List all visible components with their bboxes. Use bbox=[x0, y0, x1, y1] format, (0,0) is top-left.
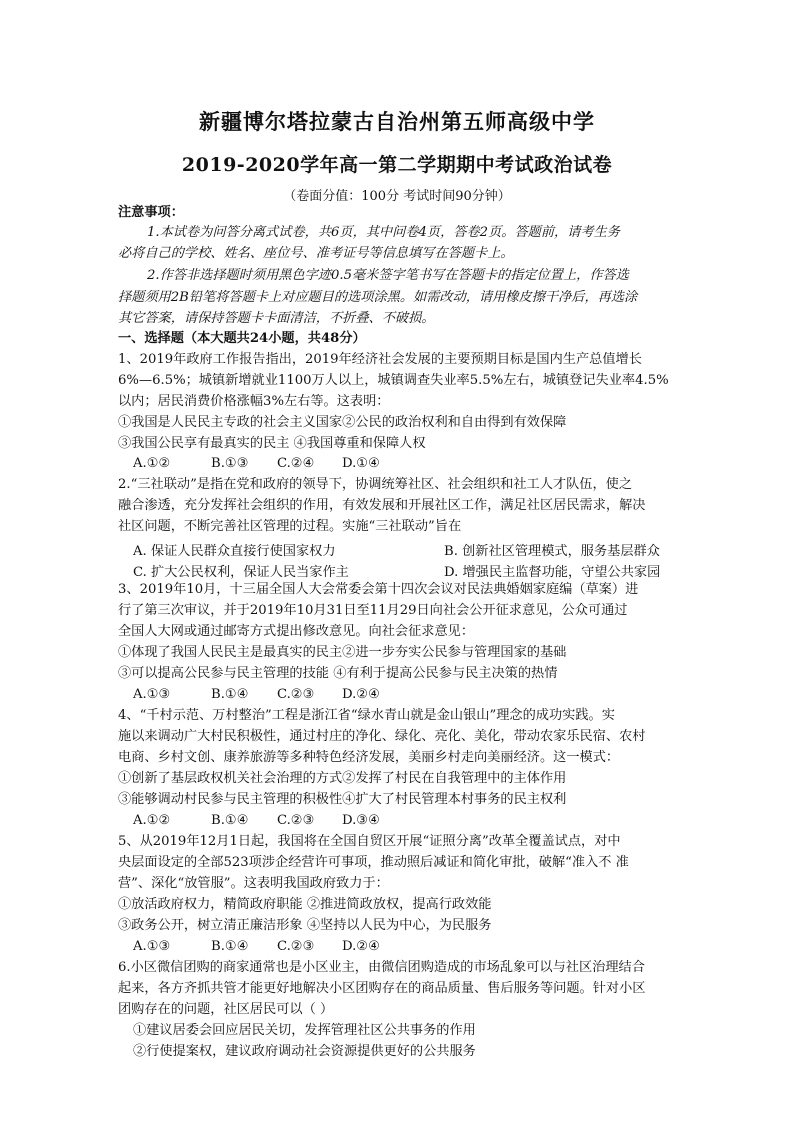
q4-line3: 电商、乡村文创、康养旅游等多种特色经济发展，美丽乡村走向美丽经济。这一模式： bbox=[118, 750, 620, 765]
q2-line1: 2.“三社联动”是指在党和政府的领导下，协调统筹社区、社会组织和社工人才队伍，使之 bbox=[118, 477, 632, 492]
q5-option-c: C.②③ bbox=[277, 939, 315, 954]
q4-option-c: C.②③ bbox=[277, 813, 315, 828]
q1-line3: 以内；居民消费价格涨幅3%左右等。这表明： bbox=[118, 394, 390, 409]
q4-option-b: B.①④ bbox=[211, 813, 249, 828]
notice-p2-line2: 择题须用2B铅笔将答题卡上对应题目的选项涂黑。如需改动，请用橡皮擦干净后，再选涂 bbox=[118, 290, 638, 305]
q1-line2: 6%—6.5%；城镇新增就业1100万人以上，城镇调查失业率5.5%左右，城镇登记失业率4.5% bbox=[118, 373, 669, 388]
q5-option-a: A.①③ bbox=[133, 939, 171, 954]
q6-line1: 6.小区微信团购的商家通常也是小区业主，由微信团购造成的市场乱象可以与社区治理结合 bbox=[118, 960, 645, 975]
q1-option-a: A.①② bbox=[133, 456, 171, 471]
q5-line3: 营”、深化“放管服”。这表明我国政府致力于： bbox=[118, 876, 389, 891]
q3-option-b: B.①④ bbox=[211, 687, 249, 702]
q6-statement-1: ①建议居委会回应居民关切，发挥管理社区公共事务的作用 bbox=[133, 1023, 476, 1038]
q3-line1: 3、2019年10月，十三届全国人大会常委会第十四次会议对民法典婚姻家庭编（草案）进 bbox=[118, 582, 639, 597]
q2-line3: 社区问题，不断完善社区管理的过程。实施“三社联动”旨在 bbox=[118, 519, 462, 534]
notice-heading: 注意事项： bbox=[118, 205, 184, 220]
section-heading: 一、选择题（本大题共24小题，共48分） bbox=[118, 331, 366, 346]
q4-statements-1: ①创新了基层政权机关社会治理的方式②发挥了村民在自我管理中的主体作用 bbox=[118, 771, 567, 786]
q6-statement-2: ②行使提案权，建议政府调动社会资源提供更好的公共服务 bbox=[133, 1044, 476, 1059]
q2-option-b: B. 创新社区管理模式，服务基层群众 bbox=[444, 544, 660, 559]
q3-statements-2: ③可以提高公民参与民主管理的技能 ④有利于提高公民参与民主决策的热情 bbox=[118, 666, 558, 681]
q4-line2: 施以来调动广大村民积极性，通过村庄的净化、绿化、亮化、美化，带动农家乐民宿、农村 bbox=[118, 729, 646, 744]
q6-line2: 起来，各方齐抓共管才能更好地解决小区团购存在的商品质量、售后服务等问题。针对小区 bbox=[118, 981, 646, 996]
q3-option-a: A.①③ bbox=[133, 687, 171, 702]
school-title: 新疆博尔塔拉蒙古自治州第五师高级中学 bbox=[199, 109, 595, 134]
q1-option-c: C.②④ bbox=[277, 456, 315, 471]
notice-p1-line2: 必将自己的学校、姓名、座位号、准考证号等信息填写在答题卡上。 bbox=[118, 246, 514, 261]
q2-line2: 融合渗透，充分发挥社会组织的作用，有效发展和开展社区工作，满足社区居民需求，解决 bbox=[118, 498, 646, 513]
q3-option-d: D.②④ bbox=[342, 687, 380, 702]
q3-statements-1: ①体现了我国人民民主是最真实的民主②进一步夯实公民参与管理国家的基础 bbox=[118, 645, 567, 660]
q5-line2: 央层面设定的全部523项涉企经营许可事项，推动照后减证和简化审批，破解“准入不 准 bbox=[118, 855, 629, 870]
q3-line2: 行了第三次审议，并于2019年10月31日至11月29日向社会公开征求意见，公众可通过 bbox=[118, 603, 628, 618]
q5-option-d: D.②④ bbox=[342, 939, 380, 954]
q5-line1: 5、从2019年12月1日起，我国将在全国自贸区开展“证照分离”改革全覆盖试点，对中 bbox=[118, 834, 621, 849]
notice-p2-line3: 其它答案，请保持答题卡卡面清洁，不折叠、不破损。 bbox=[118, 311, 435, 326]
q5-option-b: B.①④ bbox=[211, 939, 249, 954]
q1-option-d: D.①④ bbox=[342, 456, 380, 471]
notice-p1-line1: 1.本试卷为问答分离式试卷，共6页，其中问卷4页，答卷2页。答题前，请考生务 bbox=[147, 225, 620, 240]
q4-option-d: D.③④ bbox=[342, 813, 380, 828]
q1-statements-1: ①我国是人民民主专政的社会主义国家②公民的政治权利和自由得到有效保障 bbox=[118, 415, 567, 430]
q4-option-a: A.①② bbox=[133, 813, 171, 828]
q1-statements-2: ③我国公民享有最真实的民主 ④我国尊重和保障人权 bbox=[118, 436, 426, 451]
q4-statements-2: ③能够调动村民参与民主管理的积极性④扩大了村民管理本村事务的民主权利 bbox=[118, 792, 567, 807]
q1-option-b: B.①③ bbox=[211, 456, 249, 471]
q5-statements-1: ①放活政府权力，精简政府职能 ②推进简政放权，提高行政效能 bbox=[118, 897, 492, 912]
exam-meta: （卷面分值：100分 考试时间90分钟） bbox=[283, 189, 511, 204]
q1-line1: 1、2019年政府工作报告指出，2019年经济社会发展的主要预期目标是国内生产总值增长 bbox=[118, 352, 642, 367]
notice-p2-line1: 2.作答非选择题时须用黑色字迹0.5毫米签字笔书写在答题卡的指定位置上，作答选 bbox=[147, 268, 629, 283]
q5-statements-2: ③政务公开，树立清正廉洁形象 ④坚持以人民为中心，为民服务 bbox=[118, 918, 492, 933]
q3-line3: 全国人大网或通过邮寄方式提出修改意见。向社会征求意见： bbox=[118, 624, 475, 639]
q3-option-c: C.②③ bbox=[277, 687, 315, 702]
exam-title: 2019-2020学年高一第二学期期中考试政治试卷 bbox=[181, 154, 613, 176]
q6-line3: 团购存在的问题，社区居民可以（ ） bbox=[118, 1002, 334, 1017]
q2-option-c: C. 扩大公民权利，保证人民当家作主 bbox=[133, 565, 349, 580]
q2-option-d: D. 增强民主监督功能，守望公共家园 bbox=[444, 565, 661, 580]
q4-line1: 4、“千村示范、万村整治”工程是浙江省“绿水青山就是金山银山”理念的成功实践。实 bbox=[118, 708, 615, 723]
q2-option-a: A. 保证人民群众直接行使国家权力 bbox=[133, 544, 336, 559]
